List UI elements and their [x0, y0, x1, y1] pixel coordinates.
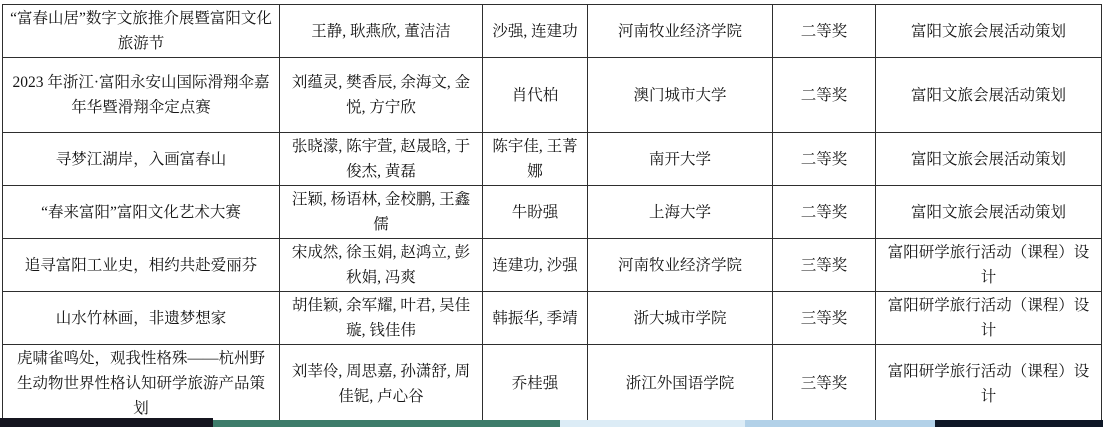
- table-row: [3, 292, 1102, 345]
- project-title-cell: 寻梦江湖岸，入画富春山: [3, 133, 280, 186]
- school-cell: 浙江外国语学院: [588, 345, 773, 423]
- members-cell: 宋成然, 徐玉娟, 赵鸿立, 彭秋娟, 冯爽: [280, 239, 483, 292]
- table-row: [3, 5, 1102, 58]
- strip-segment: [745, 420, 935, 427]
- members-cell: 胡佳颖, 余军耀, 叶君, 吴佳璇, 钱佳伟: [280, 292, 483, 345]
- members-cell: 王静, 耿燕欣, 董洁洁: [280, 5, 483, 58]
- award-cell: 三等奖: [773, 292, 876, 345]
- award-table-body: [3, 5, 1102, 423]
- advisors-cell: 沙强, 连建功: [483, 5, 588, 58]
- strip-segment: [935, 420, 1103, 427]
- table-row: [3, 58, 1102, 133]
- project-title-cell: “富春山居”数字文旅推介展暨富阳文化旅游节: [3, 5, 280, 58]
- project-title-cell: 追寻富阳工业史，相约共赴爱丽芬: [3, 239, 280, 292]
- bottom-edge-strip: [0, 418, 1103, 427]
- advisors-cell: 连建功, 沙强: [483, 239, 588, 292]
- award-cell: 二等奖: [773, 5, 876, 58]
- advisors-cell: 韩振华, 季靖: [483, 292, 588, 345]
- award-cell: 三等奖: [773, 345, 876, 423]
- school-cell: 河南牧业经济学院: [588, 5, 773, 58]
- category-cell: 富阳文旅会展活动策划: [876, 58, 1102, 133]
- table-row: [3, 186, 1102, 239]
- table-row: [3, 133, 1102, 186]
- table-row: [3, 239, 1102, 292]
- strip-segment: [560, 420, 745, 427]
- award-cell: 二等奖: [773, 186, 876, 239]
- advisors-cell: 肖代柏: [483, 58, 588, 133]
- table-row: [3, 345, 1102, 423]
- category-cell: 富阳研学旅行活动（课程）设计: [876, 345, 1102, 423]
- category-cell: 富阳文旅会展活动策划: [876, 5, 1102, 58]
- award-cell: 三等奖: [773, 239, 876, 292]
- school-cell: 浙大城市学院: [588, 292, 773, 345]
- project-title-cell: 山水竹林画，非遗梦想家: [3, 292, 280, 345]
- members-cell: 刘莘伶, 周思嘉, 孙潇舒, 周佳铌, 卢心谷: [280, 345, 483, 423]
- advisors-cell: 陈宇佳, 王菁娜: [483, 133, 588, 186]
- advisors-cell: 牛盼强: [483, 186, 588, 239]
- project-title-cell: 2023 年浙江·富阳永安山国际滑翔伞嘉年华暨滑翔伞定点赛: [3, 58, 280, 133]
- members-cell: 汪颖, 杨语林, 金校鹏, 王鑫儒: [280, 186, 483, 239]
- school-cell: 澳门城市大学: [588, 58, 773, 133]
- members-cell: 张晓濛, 陈宇萱, 赵晟晗, 于俊杰, 黄磊: [280, 133, 483, 186]
- members-cell: 刘蕴灵, 樊香辰, 余海文, 金悦, 方宁欣: [280, 58, 483, 133]
- strip-segment: [213, 420, 560, 427]
- award-results-table: [2, 4, 1102, 423]
- school-cell: 南开大学: [588, 133, 773, 186]
- school-cell: 河南牧业经济学院: [588, 239, 773, 292]
- advisors-cell: 乔桂强: [483, 345, 588, 423]
- school-cell: 上海大学: [588, 186, 773, 239]
- project-title-cell: “春来富阳”富阳文化艺术大赛: [3, 186, 280, 239]
- category-cell: 富阳研学旅行活动（课程）设计: [876, 239, 1102, 292]
- strip-segment: [0, 418, 213, 427]
- award-cell: 二等奖: [773, 58, 876, 133]
- category-cell: 富阳文旅会展活动策划: [876, 133, 1102, 186]
- project-title-cell: 虎啸雀鸣处，观我性格殊——杭州野生动物世界性格认知研学旅游产品策划: [3, 345, 280, 423]
- category-cell: 富阳研学旅行活动（课程）设计: [876, 292, 1102, 345]
- category-cell: 富阳文旅会展活动策划: [876, 186, 1102, 239]
- award-cell: 二等奖: [773, 133, 876, 186]
